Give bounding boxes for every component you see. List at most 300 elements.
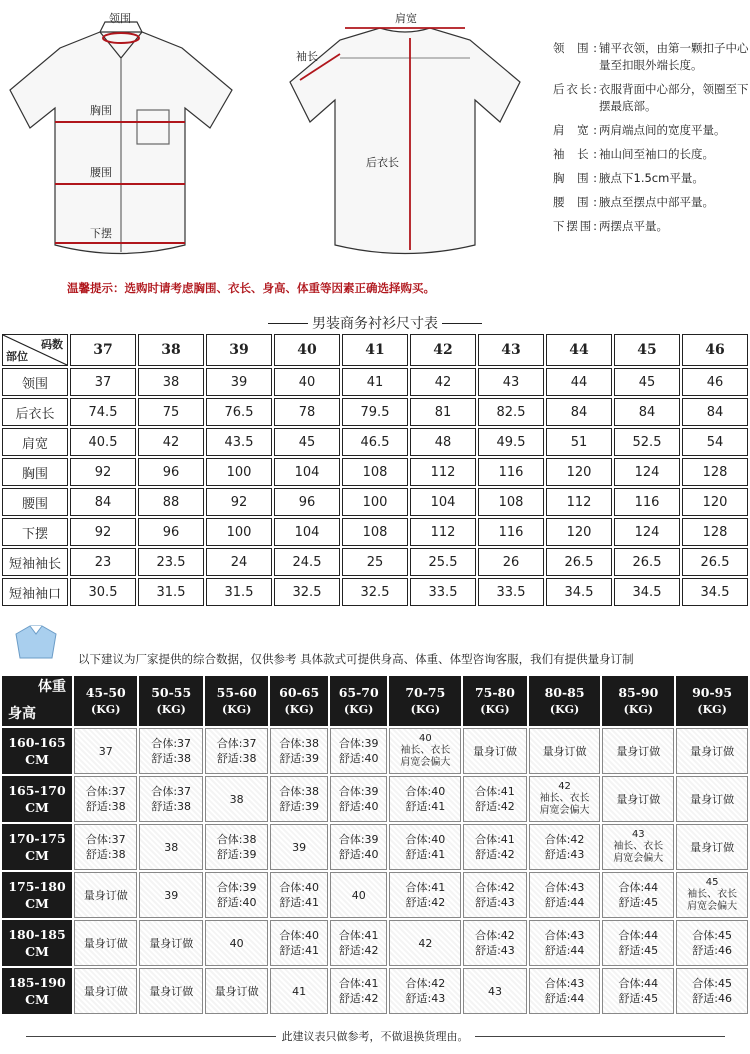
fit-cell-line: 合体:40 [279, 881, 320, 894]
size-cell: 32.5 [342, 578, 408, 606]
fit-row [2, 776, 748, 822]
fit-cell [139, 728, 202, 774]
fit-cell-line: 舒适:39 [216, 848, 257, 861]
fit-cell-line: 舒适:42 [338, 944, 379, 957]
size-cell: 96 [138, 458, 204, 486]
fit-cell-line: 舒适:40 [338, 752, 379, 765]
fit-table-corner [2, 676, 72, 726]
size-row-label: 下摆 [2, 518, 68, 546]
weight-range: 50-55 [151, 684, 192, 700]
size-cell: 100 [206, 458, 272, 486]
size-cell: 100 [206, 518, 272, 546]
fit-cell-line: 合体:42 [475, 881, 515, 894]
size-row-label: 短袖袖口 [2, 578, 68, 606]
definition-key: 腰 围: [553, 195, 597, 209]
fit-recommendation-table [0, 674, 750, 1016]
size-cell: 84 [70, 488, 136, 516]
size-cell: 96 [274, 488, 340, 516]
fit-cell [602, 776, 674, 822]
size-header: 44 [546, 334, 612, 366]
fit-cell [676, 824, 748, 870]
size-cell: 128 [682, 518, 748, 546]
fit-cell [139, 776, 202, 822]
height-range: 180-185 [8, 927, 66, 942]
size-cell: 30.5 [70, 578, 136, 606]
weight-unit: (KG) [91, 702, 121, 716]
size-cell: 112 [410, 458, 476, 486]
size-cell: 100 [342, 488, 408, 516]
size-cell: 120 [546, 518, 612, 546]
weight-header [389, 676, 461, 726]
fit-cell [270, 776, 328, 822]
fit-cell-line: 舒适:44 [544, 944, 585, 957]
hem-label: 下摆 [90, 227, 112, 240]
weight-range: 60-65 [279, 684, 320, 700]
weight-unit: (KG) [410, 702, 441, 716]
fit-cell-line: 41 [292, 984, 307, 998]
height-unit: CM [25, 752, 49, 767]
fit-cell-line: 合体:42 [475, 929, 515, 942]
size-row-label: 腰围 [2, 488, 68, 516]
size-row-label: 后衣长 [2, 398, 68, 426]
weight-header [463, 676, 526, 726]
weight-range: 65-70 [338, 684, 379, 700]
height-unit: CM [25, 992, 49, 1007]
size-cell: 112 [410, 518, 476, 546]
fit-cell [676, 776, 748, 822]
size-cell: 49.5 [478, 428, 544, 456]
size-row-label: 短袖袖长 [2, 548, 68, 576]
fit-cell [389, 728, 461, 774]
weight-range: 75-80 [474, 684, 515, 700]
fit-cell [676, 872, 748, 918]
size-row [2, 578, 748, 606]
back-shirt-drawing [290, 28, 520, 254]
definition-key: 后衣长: [553, 82, 597, 96]
fit-row [2, 920, 748, 966]
fit-cell-line: 合体:41 [338, 977, 379, 990]
fit-cell [139, 872, 202, 918]
fit-cell-line: 舒适:43 [405, 992, 446, 1005]
size-cell: 42 [410, 368, 476, 396]
fit-cell-line: 45 [705, 877, 719, 888]
size-cell: 44 [546, 368, 612, 396]
size-cell: 74.5 [70, 398, 136, 426]
fit-cell-line: 舒适:41 [405, 848, 446, 861]
fit-cell-line: 舒适:46 [692, 944, 732, 957]
size-cell: 26.5 [614, 548, 680, 576]
fit-cell-line: 量身订做 [616, 744, 661, 758]
size-cell: 45 [274, 428, 340, 456]
height-unit: CM [25, 800, 49, 815]
definition-value: 衣服背面中心部分，领圈至下摆最底部。 [599, 82, 749, 113]
fit-cell-line: 肩宽会偏大 [687, 901, 738, 912]
weight-header [676, 676, 748, 726]
size-table-corner [2, 334, 68, 366]
fit-cell [389, 824, 461, 870]
fit-cell [74, 824, 137, 870]
fit-row [2, 728, 748, 774]
fit-cell [270, 728, 328, 774]
size-cell: 34.5 [682, 578, 748, 606]
weight-unit: (KG) [344, 702, 374, 716]
fit-cell-line: 袖长、衣长 [400, 745, 451, 756]
size-cell: 84 [614, 398, 680, 426]
weight-range: 55-60 [216, 684, 257, 700]
fit-cell-line: 合体:41 [338, 929, 379, 942]
fit-cell-line: 舒适:42 [338, 992, 379, 1005]
fit-cell-line: 合体:44 [618, 929, 659, 942]
fit-cell-line: 肩宽会偏大 [613, 853, 664, 864]
size-header: 37 [70, 334, 136, 366]
definition-row [553, 218, 750, 235]
fit-cell-line: 肩宽会偏大 [400, 757, 451, 768]
fit-cell-line: 42 [558, 781, 571, 792]
size-cell: 124 [614, 518, 680, 546]
definition-row [553, 170, 750, 187]
fit-cell-line: 合体:42 [405, 977, 446, 990]
definition-key: 袖 长: [553, 147, 597, 161]
fit-cell [676, 968, 748, 1014]
fit-cell-line: 合体:39 [338, 833, 379, 846]
definition-row [553, 122, 750, 139]
fit-cell-line: 舒适:41 [405, 800, 446, 813]
fit-cell-line: 合体:37 [216, 737, 257, 750]
definition-row [553, 146, 750, 163]
definition-value: 两肩端点间的宽度平量。 [599, 123, 726, 137]
size-row [2, 368, 748, 396]
sleeve-label: 袖长 [296, 50, 318, 63]
height-unit: CM [25, 848, 49, 863]
size-cell: 26.5 [682, 548, 748, 576]
size-cell: 96 [138, 518, 204, 546]
fit-cell-line: 舒适:43 [544, 848, 585, 861]
definition-row [553, 40, 750, 74]
size-cell: 78 [274, 398, 340, 426]
fit-cell-line: 合体:41 [405, 881, 446, 894]
fit-cell [330, 920, 388, 966]
fit-cell-line: 合体:37 [151, 785, 192, 798]
size-cell: 23.5 [138, 548, 204, 576]
size-cell: 104 [274, 458, 340, 486]
fit-cell-line: 合体:41 [475, 785, 515, 798]
fit-cell-line: 合体:40 [405, 785, 446, 798]
fit-cell-line: 量身订做 [83, 984, 128, 998]
size-cell: 31.5 [206, 578, 272, 606]
fit-cell-line: 量身订做 [690, 840, 735, 854]
fit-cell [205, 728, 268, 774]
fit-cell [463, 824, 526, 870]
size-row [2, 488, 748, 516]
fit-cell [529, 872, 601, 918]
definition-key: 肩 宽: [553, 123, 597, 137]
size-cell: 41 [342, 368, 408, 396]
fit-cell [389, 920, 461, 966]
height-range: 160-165 [8, 735, 66, 750]
corner-sizes-label: 码数 [41, 338, 63, 351]
size-cell: 79.5 [342, 398, 408, 426]
height-header [2, 872, 72, 918]
fit-cell-line: 舒适:39 [279, 800, 320, 813]
fit-cell-line: 量身订做 [690, 744, 735, 758]
fit-cell-line: 舒适:44 [544, 992, 585, 1005]
fit-cell [389, 872, 461, 918]
fit-cell-line: 量身订做 [149, 936, 194, 950]
definition-value: 腋点下1.5cm平量。 [599, 171, 704, 185]
size-cell: 34.5 [546, 578, 612, 606]
size-table-title [0, 313, 750, 333]
size-cell: 48 [410, 428, 476, 456]
fit-cell-line: 量身订做 [214, 984, 259, 998]
fit-cell [529, 728, 601, 774]
weight-unit: (KG) [697, 702, 727, 716]
height-range: 165-170 [8, 783, 66, 798]
size-header-row [2, 334, 748, 366]
fit-cell-line: 合体:39 [216, 881, 257, 894]
size-cell: 51 [546, 428, 612, 456]
size-cell: 46.5 [342, 428, 408, 456]
size-header: 42 [410, 334, 476, 366]
definition-value: 腋点至摆点中部平量。 [599, 195, 714, 209]
fit-cell-line: 肩宽会偏大 [539, 805, 590, 816]
fit-cell-line: 舒适:42 [405, 896, 446, 909]
size-cell: 45 [614, 368, 680, 396]
weight-range: 70-75 [405, 684, 446, 700]
size-cell: 108 [342, 518, 408, 546]
size-cell: 46 [682, 368, 748, 396]
fit-row [2, 968, 748, 1014]
size-cell: 116 [478, 458, 544, 486]
chest-label: 胸围 [90, 104, 112, 117]
definition-value: 铺平衣领，由第一颗扣子中心量至扣眼外端长度。 [599, 41, 749, 72]
fit-cell-line: 合体:44 [618, 977, 659, 990]
size-cell: 25 [342, 548, 408, 576]
height-unit: CM [25, 896, 49, 911]
fit-cell-line: 合体:43 [544, 881, 585, 894]
fit-cell [205, 824, 268, 870]
size-cell: 26.5 [546, 548, 612, 576]
size-row [2, 428, 748, 456]
fit-cell [139, 920, 202, 966]
size-cell: 92 [206, 488, 272, 516]
weight-range: 80-85 [544, 684, 585, 700]
corner-parts-label: 部位 [6, 350, 28, 363]
fit-cell-line: 合体:37 [85, 785, 126, 798]
purchase-tip: 温馨提示：选购时请考虑胸围、衣长、身高、体重等因素正确选择购买。 [67, 281, 435, 295]
fit-cell [74, 776, 137, 822]
fit-cell-line: 量身订做 [83, 936, 128, 950]
height-range: 185-190 [8, 975, 66, 990]
fit-cell [139, 824, 202, 870]
height-header [2, 920, 72, 966]
fit-cell [74, 728, 137, 774]
fit-cell [389, 968, 461, 1014]
fit-cell-line: 舒适:38 [151, 752, 192, 765]
weight-range: 90-95 [692, 684, 733, 700]
definition-value: 两摆点平量。 [599, 219, 668, 233]
size-cell: 108 [478, 488, 544, 516]
fit-cell [74, 968, 137, 1014]
fit-cell [602, 920, 674, 966]
size-cell: 40 [274, 368, 340, 396]
size-cell: 40.5 [70, 428, 136, 456]
fit-cell [676, 920, 748, 966]
fit-cell-line: 37 [98, 744, 113, 758]
fit-cell-line: 合体:38 [279, 737, 320, 750]
size-cell: 108 [342, 458, 408, 486]
size-cell: 104 [410, 488, 476, 516]
fit-cell-line: 合体:44 [618, 881, 659, 894]
size-cell: 92 [70, 518, 136, 546]
weight-unit: (KG) [284, 702, 314, 716]
fit-cell [205, 920, 268, 966]
waist-label: 腰围 [90, 166, 112, 179]
fit-cell-line: 量身订做 [149, 984, 194, 998]
fit-cell [463, 776, 526, 822]
shirt-icon [8, 622, 64, 662]
size-cell: 23 [70, 548, 136, 576]
size-cell: 120 [546, 458, 612, 486]
fit-cell [205, 968, 268, 1014]
fit-cell-line: 舒适:42 [475, 800, 515, 813]
fit-cell-line: 40 [418, 733, 432, 744]
weight-header [270, 676, 328, 726]
size-row-label: 胸围 [2, 458, 68, 486]
definition-value: 袖山间至袖口的长度。 [599, 147, 714, 161]
size-cell: 104 [274, 518, 340, 546]
collar-label: 领围 [109, 12, 131, 25]
fit-cell-line: 合体:38 [216, 833, 257, 846]
size-cell: 42 [138, 428, 204, 456]
height-range: 170-175 [8, 831, 66, 846]
weight-range: 85-90 [618, 684, 659, 700]
fit-cell-line: 38 [229, 792, 244, 806]
weight-unit: (KG) [156, 702, 186, 716]
fit-cell-line: 合体:40 [405, 833, 446, 846]
fit-cell-line: 合体:42 [544, 833, 585, 846]
fit-cell [602, 968, 674, 1014]
fit-cell [463, 920, 526, 966]
fit-cell [602, 824, 674, 870]
size-cell: 75 [138, 398, 204, 426]
fit-cell [463, 872, 526, 918]
fit-cell-line: 舒适:38 [85, 800, 126, 813]
fit-cell-line: 合体:45 [692, 977, 732, 990]
fit-row [2, 824, 748, 870]
fit-cell [330, 728, 388, 774]
fit-cell-line: 合体:38 [279, 785, 320, 798]
fit-cell [676, 728, 748, 774]
fit-cell-line: 舒适:42 [475, 848, 515, 861]
size-cell: 26 [478, 548, 544, 576]
fit-cell-line: 舒适:45 [618, 896, 659, 909]
weight-header [602, 676, 674, 726]
fit-cell [270, 872, 328, 918]
fit-cell-line: 舒适:45 [618, 944, 659, 957]
height-range: 175-180 [8, 879, 66, 894]
fit-cell-line: 舒适:41 [279, 944, 320, 957]
size-cell: 39 [206, 368, 272, 396]
fit-cell-line: 量身订做 [616, 792, 661, 806]
weight-unit: (KG) [623, 702, 653, 716]
size-row [2, 518, 748, 546]
weight-unit: (KG) [549, 702, 580, 716]
size-row [2, 398, 748, 426]
weight-header [529, 676, 601, 726]
fit-cell-line: 40 [351, 888, 366, 902]
size-cell: 76.5 [206, 398, 272, 426]
fit-cell-line: 舒适:38 [85, 848, 126, 861]
size-cell: 25.5 [410, 548, 476, 576]
fit-cell-line: 合体:37 [85, 833, 126, 846]
size-cell: 120 [682, 488, 748, 516]
fit-cell-line: 舒适:39 [279, 752, 320, 765]
definition-row [553, 194, 750, 211]
fit-cell-line: 合体:40 [279, 929, 320, 942]
front-shirt-drawing [10, 22, 232, 254]
fit-cell-line: 舒适:43 [475, 896, 515, 909]
size-cell: 81 [410, 398, 476, 426]
fit-cell-line: 舒适:40 [338, 848, 379, 861]
fit-cell [330, 968, 388, 1014]
fit-cell-line: 舒适:44 [544, 896, 585, 909]
fit-cell-line: 合体:45 [692, 929, 732, 942]
fit-cell-line: 量身订做 [542, 744, 587, 758]
fit-cell [330, 776, 388, 822]
corner-height-label: 身高 [8, 706, 36, 722]
definition-row [553, 81, 750, 115]
size-cell: 84 [546, 398, 612, 426]
definition-key: 下摆围: [553, 219, 597, 233]
fit-cell [270, 920, 328, 966]
size-cell: 33.5 [410, 578, 476, 606]
size-cell: 43 [478, 368, 544, 396]
fit-cell-line: 舒适:38 [151, 800, 192, 813]
fit-cell-line: 量身订做 [690, 792, 735, 806]
corner-weight-label: 体重 [38, 679, 66, 695]
size-cell: 116 [614, 488, 680, 516]
size-cell: 128 [682, 458, 748, 486]
footer-text: 此建议表只做参考，不做退换货理由。 [281, 1030, 469, 1043]
fit-cell [463, 728, 526, 774]
height-header [2, 776, 72, 822]
size-header: 43 [478, 334, 544, 366]
size-row [2, 548, 748, 576]
fit-cell [270, 968, 328, 1014]
height-header [2, 968, 72, 1014]
size-cell: 92 [70, 458, 136, 486]
size-cell: 124 [614, 458, 680, 486]
size-header: 46 [682, 334, 748, 366]
fit-cell [270, 824, 328, 870]
definition-key: 胸 围: [553, 171, 597, 185]
weight-header [74, 676, 137, 726]
fit-cell-line: 合体:37 [151, 737, 192, 750]
fit-cell-line: 40 [229, 936, 244, 950]
fit-header-row [2, 676, 748, 726]
fit-cell-line: 合体:43 [544, 977, 585, 990]
fit-cell-line: 43 [631, 829, 645, 840]
fit-cell-line: 38 [164, 840, 179, 854]
size-cell: 116 [478, 518, 544, 546]
fit-cell-line: 舒适:40 [338, 800, 379, 813]
height-header [2, 824, 72, 870]
size-cell: 52.5 [614, 428, 680, 456]
size-cell: 32.5 [274, 578, 340, 606]
fit-cell [529, 824, 601, 870]
size-cell: 112 [546, 488, 612, 516]
size-cell: 34.5 [614, 578, 680, 606]
